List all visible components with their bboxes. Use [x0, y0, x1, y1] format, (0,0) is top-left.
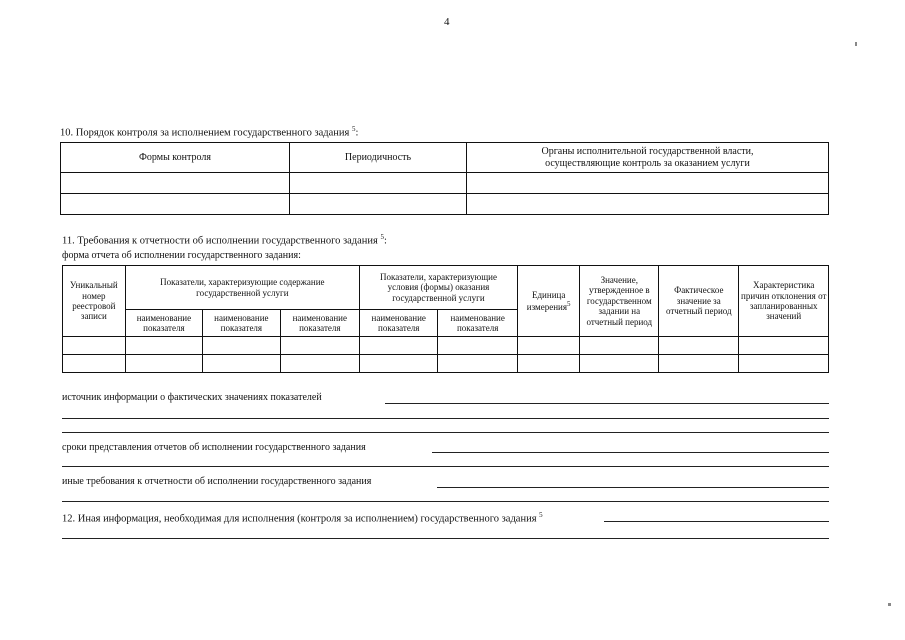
info-deadlines-line	[432, 452, 829, 453]
table-cell	[203, 355, 280, 373]
section-12-footnote: 5	[539, 511, 543, 519]
scan-mark	[855, 42, 857, 46]
section-11-title-text: 11. Требования к отчетности об исполнении государственного задания	[62, 235, 378, 247]
sub-header-indicator-name: наименование показателя	[438, 310, 517, 337]
table-cell	[290, 173, 467, 194]
info-source-line	[385, 403, 829, 404]
table-cell	[739, 355, 829, 373]
section-10-title	[60, 125, 358, 139]
sub-header-indicator-name: наименование показателя	[280, 310, 359, 337]
table-cell	[438, 337, 517, 355]
header-record-id: Уникальный номер реестровой записи	[63, 266, 126, 337]
table-cell	[467, 173, 829, 194]
report-table	[62, 265, 829, 373]
table-cell	[63, 337, 126, 355]
scan-mark	[888, 603, 891, 606]
section-10-footnote: 5	[351, 125, 356, 133]
fill-line	[62, 466, 829, 467]
table-cell	[517, 355, 580, 373]
fill-line	[62, 432, 829, 433]
table-cell	[63, 355, 126, 373]
header-control-bodies: Органы исполнительной государственной власти, осуществляющие контроль за оказанием услуги	[467, 143, 829, 173]
sub-header-indicator-name: наименование показателя	[203, 310, 280, 337]
table-cell	[580, 337, 659, 355]
report-form-subtitle: форма отчета об исполнении государственного задания:	[62, 250, 301, 261]
info-deadlines-label: сроки представления отчетов об исполнении государственного задания	[62, 442, 366, 453]
section-12-title-text: 12. Иная информация, необходимая для исполнения (контроля за исполнением) государственного задания	[62, 513, 537, 525]
table-cell	[61, 194, 290, 215]
header-content-indicators: Показатели, характеризующие содержание государственной услуги	[125, 266, 359, 310]
table-cell	[739, 337, 829, 355]
header-control-forms: Формы контроля	[61, 143, 290, 173]
table-cell	[517, 337, 580, 355]
header-actual-value: Фактическое значение за отчетный период	[659, 266, 739, 337]
table-cell	[280, 337, 359, 355]
table-cell	[280, 355, 359, 373]
table-cell	[438, 355, 517, 373]
control-table	[60, 142, 829, 215]
fill-line	[62, 538, 829, 539]
header-condition-indicators: Показатели, характеризующие условия (формы) оказания государственной услуги	[360, 266, 518, 310]
section-12-line	[604, 521, 829, 522]
fill-line	[62, 501, 829, 502]
info-source-label: источник информации о фактических значениях показателей	[62, 392, 322, 403]
section-12-title	[62, 511, 543, 525]
info-other-line	[437, 487, 829, 488]
page-number: 4	[444, 16, 450, 28]
table-cell	[360, 355, 438, 373]
section-11-footnote: 5	[380, 233, 384, 241]
sub-header-indicator-name: наименование показателя	[125, 310, 202, 337]
header-unit	[517, 266, 580, 337]
section-11-title	[62, 233, 387, 247]
table-cell	[203, 337, 280, 355]
section-11-colon: :	[384, 235, 387, 247]
table-cell	[61, 173, 290, 194]
table-cell	[125, 337, 202, 355]
sub-header-indicator-name: наименование показателя	[360, 310, 438, 337]
header-unit-text: Единица измерения	[526, 289, 567, 312]
section-10-colon: :	[355, 127, 359, 139]
table-cell	[467, 194, 829, 215]
table-cell	[360, 337, 438, 355]
unit-footnote: 5	[567, 300, 571, 308]
header-deviation-reasons: Характеристика причин отклонения от запланированных значений	[739, 266, 829, 337]
section-10-title-text: 10. Порядок контроля за исполнением государственного задания	[60, 127, 350, 139]
table-cell	[290, 194, 467, 215]
info-other-label: иные требования к отчетности об исполнении государственного задания	[62, 476, 372, 487]
table-cell	[659, 337, 739, 355]
table-cell	[125, 355, 202, 373]
header-periodicity: Периодичность	[290, 143, 467, 173]
table-cell	[580, 355, 659, 373]
header-approved-value: Значение, утвержденное в государственном задании на отчетный период	[580, 266, 659, 337]
table-cell	[659, 355, 739, 373]
fill-line	[62, 418, 829, 419]
